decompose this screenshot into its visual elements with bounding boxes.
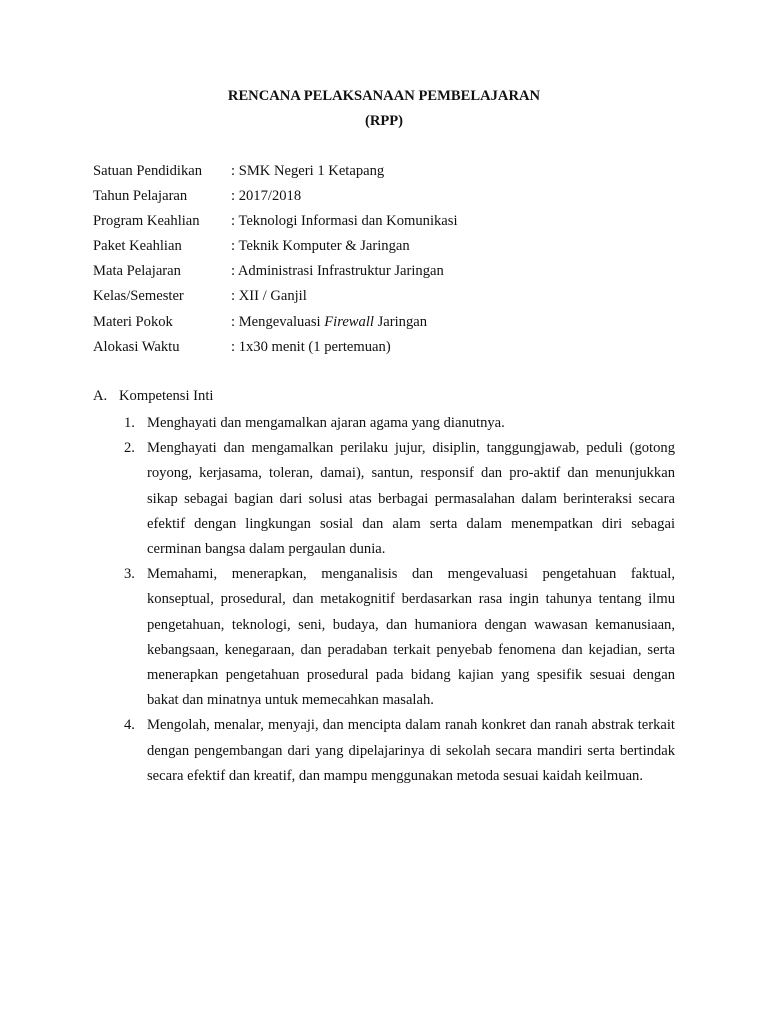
list-item-number: 3. xyxy=(124,566,135,583)
identity-row-tahun-pelajaran xyxy=(93,186,693,211)
list-item-text: Menghayati dan mengamalkan ajaran agama yang dianutnya. xyxy=(147,415,505,431)
identity-value: : XII / Ganjil xyxy=(231,288,307,305)
list-item-number: 4. xyxy=(124,717,135,734)
identity-value-suffix: Jaringan xyxy=(373,313,428,330)
list-item xyxy=(124,411,675,436)
identity-value-italic: Firewall xyxy=(324,313,374,330)
section-title: Kompetensi Inti xyxy=(119,388,214,404)
list-item xyxy=(124,713,675,789)
document-subtitle: (RPP) xyxy=(364,113,404,129)
identity-row-paket-keahlian xyxy=(93,236,693,261)
identity-label: Program Keahlian xyxy=(93,213,200,230)
identity-value: : 2017/2018 xyxy=(231,188,302,205)
identity-value: : 1x30 menit (1 pertemuan) xyxy=(231,338,391,355)
list-item xyxy=(124,562,675,713)
list-item-text: Memahami, menerapkan, menganalisis dan mengevaluasi pengetahuan faktual, konseptual, prosedural, dan metakognitif berdasarkan rasa ingin tahunya tentang ilmu pengetahuan, teknologi, seni, budaya, dan humaniora dengan wawasan kemanusiaan, kebangsaan, kenegaraan, dan peradaban terkait penyebab fenomena dan kejadian, serta menerapkan pengetahuan prosedural pada bidang kajian yang spesifik sesuai dengan bakat dan minatnya untuk memecahkan masalah. xyxy=(147,566,675,709)
identity-label: Paket Keahlian xyxy=(93,238,182,255)
identity-value: : Teknik Komputer & Jaringan xyxy=(231,238,410,255)
identity-label: Mata Pelajaran xyxy=(93,263,181,280)
identity-row-materi-pokok xyxy=(93,312,693,337)
competency-list xyxy=(124,411,675,789)
identity-value: : Administrasi Infrastruktur Jaringan xyxy=(231,263,444,280)
identity-label: Materi Pokok xyxy=(93,313,173,330)
list-item-number: 2. xyxy=(124,440,135,457)
identity-label: Kelas/Semester xyxy=(93,288,184,305)
identity-label: Alokasi Waktu xyxy=(93,338,180,355)
section-heading xyxy=(93,386,693,406)
list-item xyxy=(124,436,675,562)
identity-value xyxy=(231,312,693,337)
identity-row-program-keahlian xyxy=(93,211,693,236)
identity-block xyxy=(93,161,693,362)
identity-row-alokasi-waktu xyxy=(93,337,693,362)
identity-value: : SMK Negeri 1 Ketapang xyxy=(231,163,385,179)
identity-label: Satuan Pendidikan xyxy=(93,163,203,179)
list-item-number: 1. xyxy=(124,415,135,431)
identity-label: Tahun Pelajaran xyxy=(93,188,188,205)
list-item-text: Menghayati dan mengamalkan perilaku jujur, disiplin, tanggungjawab, peduli (gotong royong, kerjasama, toleran, damai), santun, responsif dan pro-aktif dan menunjukkan sikap sebagai bagian dari solusi atas berbagai permasalahan dalam berinteraksi secara efektif dengan lingkungan sosial dan alam serta dalam menempatkan diri sebagai cerminan bangsa dalam pergaulan dunia. xyxy=(147,440,675,558)
identity-value: : Teknologi Informasi dan Komunikasi xyxy=(231,213,458,230)
identity-value-prefix: : Mengevaluasi xyxy=(231,313,325,330)
document-title: RENCANA PELAKSANAAN PEMBELAJARAN xyxy=(227,88,541,104)
identity-row-satuan-pendidikan xyxy=(93,161,693,186)
section-letter: A. xyxy=(93,388,108,404)
identity-row-mata-pelajaran xyxy=(93,261,693,286)
list-item-text: Mengolah, menalar, menyaji, dan mencipta dalam ranah konkret dan ranah abstrak terkait dengan pengembangan dari yang dipelajarinya di sekolah secara mandiri serta bertindak secara efektif dan kreatif, dan mampu menggunakan metoda sesuai kaidah keilmuan. xyxy=(147,717,675,784)
identity-row-kelas-semester xyxy=(93,286,693,311)
